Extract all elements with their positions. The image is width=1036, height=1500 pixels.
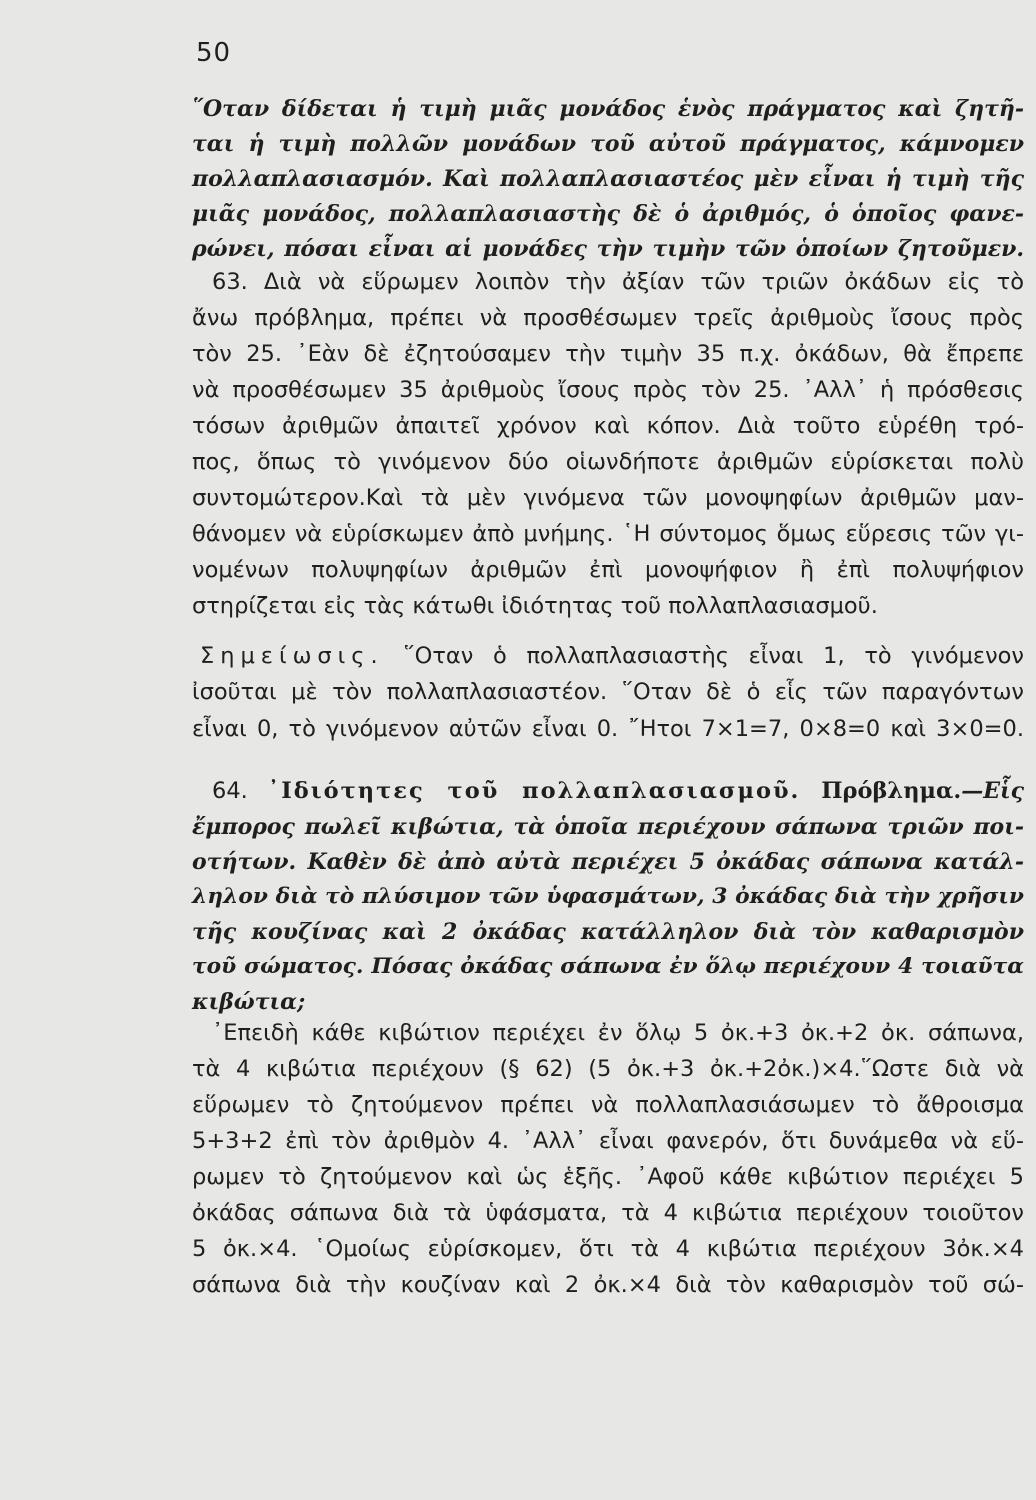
text-line: ληλον διὰ τὸ πλύσιμον τῶν ὑφασμάτων, 3 ὀκάδας διὰ τὴν χρῆσιν xyxy=(192,884,1024,909)
text-line: ρωμεν τὸ ζητούμενον καὶ ὡς ἑξῆς. ᾿Αφοῦ κάθε κιβώτιον περιέχει 5 xyxy=(192,1164,1024,1190)
text-line: πολλαπλασιασμόν. Καὶ πολλαπλασιαστέος μὲν εἶναι ἡ τιμὴ τῆς xyxy=(192,166,1024,192)
text-line: 63. Διὰ νὰ εὕρωμεν λοιπὸν τὴν ἀξίαν τῶν τριῶν ὀκάδων εἰς τὸ xyxy=(212,269,1024,295)
text-line: εὕρωμεν τὸ ζητούμενον πρέπει νὰ πολλαπλασιάσωμεν τὸ ἄθροισμα xyxy=(192,1092,1024,1118)
text-line: στηρίζεται εἰς τὰς κάτωθι ἰδιότητας τοῦ πολλαπλασιασμοῦ. xyxy=(192,593,878,619)
text-line: ὀκάδας σάπωνα διὰ τὰ ὑφάσματα, τὰ 4 κιβώτια περιέχουν τοιοῦτον xyxy=(192,1200,1024,1226)
text-line: νομένων πολυψηφίων ἀριθμῶν ἐπὶ μονοψήφιον ἢ ἐπὶ πολυψήφιον xyxy=(192,557,1024,583)
text-line: ἰσοῦται μὲ τὸν πολλαπλασιαστέον. ῞Οταν δὲ ὁ εἷς τῶν παραγόντων xyxy=(192,679,1024,705)
text-line: τόσων ἀριθμῶν ἀπαιτεῖ χρόνον καὶ κόπον. Διὰ τοῦτο εὑρέθη τρό- xyxy=(192,413,1024,439)
text-line: συντομώτερον.Καὶ τὰ μὲν γινόμενα τῶν μονοψηφίων ἀριθμῶν μαν- xyxy=(192,485,1024,511)
problem-label: Πρόβλημα. xyxy=(800,778,962,804)
problem-text: —Εἷς xyxy=(961,778,1024,804)
text-line: τὸν 25. ᾿Εὰν δὲ ἐζητούσαμεν τὴν τιμὴν 35 π.χ. ὀκάδων, θὰ ἔπρεπε xyxy=(192,341,1024,367)
text-line xyxy=(200,645,1024,668)
text-line: ᾿Επειδὴ κάθε κιβώτιον περιέχει ἐν ὅλῳ 5 ὀκ.+3 ὀκ.+2 ὀκ. σάπωνα, xyxy=(212,1020,1024,1046)
text-line: θάνομεν νὰ εὑρίσκωμεν ἀπὸ μνήμης. ῾Η σύντομος ὅμως εὕρεσις τῶν γι- xyxy=(192,521,1024,547)
text-line: ἄνω πρόβλημα, πρέπει νὰ προσθέσωμεν τρεῖς ἀριθμοὺς ἴσους πρὸς xyxy=(192,305,1024,331)
text-line: ἔμπορος πωλεῖ κιβώτια, τὰ ὁποῖα περιέχουν σάπωνα τριῶν ποι- xyxy=(192,814,1024,840)
page-number: 50 xyxy=(196,38,232,68)
text-line: ῞Οταν δίδεται ἡ τιμὴ μιᾶς μονάδος ἑνὸς πράγματος καὶ ζητῆ- xyxy=(192,96,1024,122)
text-line: πος, ὅπως τὸ γινόμενον δύο οἱωνδήποτε ἀριθμῶν εὑρίσκεται πολὺ xyxy=(192,449,1024,475)
text-line: ται ἡ τιμὴ πολλῶν μονάδων τοῦ αὐτοῦ πράγματος, κάμνομεν xyxy=(192,131,1024,157)
section-number: 64. xyxy=(212,778,268,804)
text-line: 5 ὀκ.×4. ῾Ομοίως εὑρίσκομεν, ὅτι τὰ 4 κιβώτια περιέχουν 3ὀκ.×4 xyxy=(192,1236,1024,1262)
text-line: εἶναι 0, τὸ γινόμενον αὐτῶν εἶναι 0. ῎Ητοι 7×1=7, 0×8=0 καὶ 3×0=0. xyxy=(192,716,1024,742)
text-line: ρώνει, πόσαι εἶναι αἱ μονάδες τὴν τιμὴν τῶν ὁποίων ζητοῦμεν. xyxy=(192,236,1024,262)
text-line: κιβώτια; xyxy=(192,989,306,1015)
text-line: 5+3+2 ἐπὶ τὸν ἀριθμὸν 4. ᾿Αλλ᾿ εἶναι φανερόν, ὅτι δυνάμεθα νὰ εὕ- xyxy=(192,1128,1024,1154)
note-label: Σημείωσις. xyxy=(200,643,384,669)
text-line: τὰ 4 κιβώτια περιέχουν (§ 62) (5 ὀκ.+3 ὀκ.+2ὀκ.)×4.῞Ωστε διὰ νὰ xyxy=(192,1056,1024,1082)
section-heading-line xyxy=(212,780,1024,803)
text-line: τῆς κουζίνας καὶ 2 ὀκάδας κατάλληλον διὰ τὸν καθαρισμὸν xyxy=(192,919,1024,945)
section-title: ᾿Ιδιότητες τοῦ πολλαπλασιασμοῦ. xyxy=(267,778,801,804)
text-line: τοῦ σώματος. Πόσας ὀκάδας σάπωνα ἐν ὅλῳ περιέχουν 4 τοιαῦτα xyxy=(192,954,1024,979)
text-line: σάπωνα διὰ τὴν κουζίναν καὶ 2 ὀκ.×4 διὰ τὸν καθαρισμὸν τοῦ σώ- xyxy=(192,1272,1024,1298)
note-text: ῞Οταν ὁ πολλαπλασιαστὴς εἶναι 1, τὸ γινόμενον xyxy=(383,643,1024,669)
text-line: μιᾶς μονάδος, πολλαπλασιαστὴς δὲ ὁ ἀριθμός, ὁ ὁποῖος φανε- xyxy=(192,201,1024,227)
text-line: οτήτων. Καθὲν δὲ ἀπὸ αὐτὰ περιέχει 5 ὀκάδας σάπωνα κατάλ- xyxy=(192,849,1024,875)
text-line: νὰ προσθέσωμεν 35 ἀριθμοὺς ἴσους πρὸς τὸν 25. ᾿Αλλ᾿ ἡ πρόσθεσις xyxy=(192,377,1024,403)
